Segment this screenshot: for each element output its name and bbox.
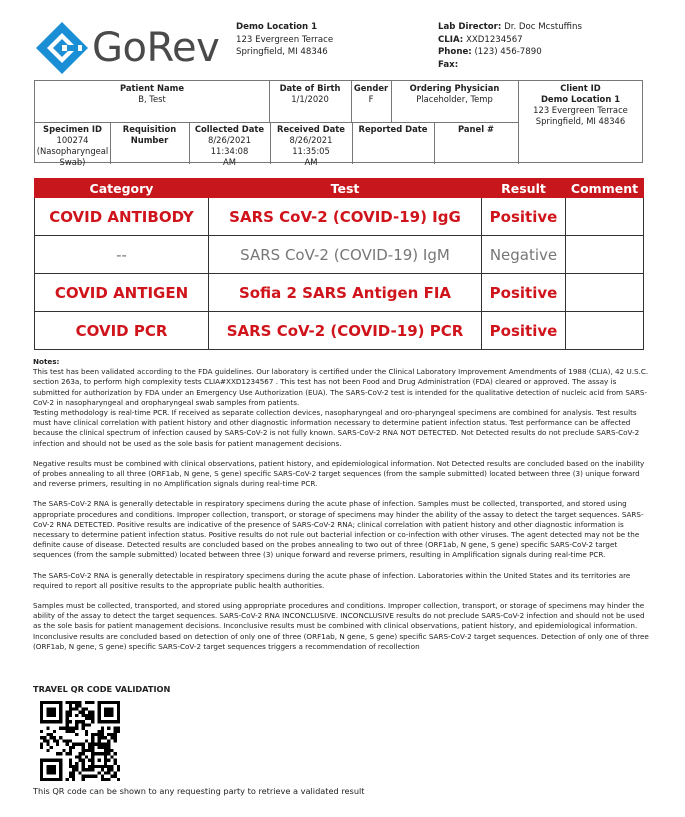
notes-paragraph: Samples must be collected, transported, and stored using appropriate procedures and conditions. Improper collection, transport, or storage of specimens may hinder the ability of the assay to detect the target sequences. SARS-CoV-2 RNA INCONCLUSIVE. INCONCLUSIVE results do not preclude SARS-CoV-2 infection and should not be used as the sole basis for patient management decisions. Inconclusive results must be combined with clinical observations, patient history, and epidemiological information. Inconclusive results are concluded based on detection of only one of three (ORF1ab, N gene, S gene) specific SARS-CoV-2 target sequences. Detection of only one of three (ORF1ab, N gene, S gene) specific SARS-CoV-2 target sequences triggers a recommendation of recollection xyxy=(33,601,649,651)
gorev-logo-mark xyxy=(34,20,90,76)
panel-cell: Panel # xyxy=(457,124,494,134)
result-cell: Positive xyxy=(482,198,566,236)
qr-code xyxy=(40,701,120,781)
table-row xyxy=(35,274,644,312)
received-date-cell: Received Date 8/26/2021 11:35:05 AM xyxy=(277,124,345,167)
specimen-id-cell: Specimen ID 100274 (Nasopharyngeal Swab) xyxy=(36,124,109,167)
results-header-row xyxy=(35,179,644,198)
report-header xyxy=(0,0,685,80)
test-cell: Sofia 2 SARS Antigen FIA xyxy=(209,274,482,312)
notes-paragraph: This test has been validated according to the FDA guidelines. Our laboratory is certified under the Clinical Laboratory Improvement Amendments of 1988 (CLIA), 42 U.S.C. section 263a, to perform high complexity tests CLIA#XXD1234567 . This test has not been Food and Drug Administration (FDA) cleared or approved. The assay is submitted for authorization by FDA under an Emergency Use Authorization (EUA). The SARS-CoV-2 test is intended for the qualitative detection of nucleic acid from SARS-CoV-2 in nasopharyngeal and oropharyngeal swab samples from patients. xyxy=(33,367,649,407)
comment-cell xyxy=(566,198,644,236)
col-category: Category xyxy=(35,179,209,198)
notes-paragraph: The SARS-CoV-2 RNA is generally detectable in respiratory specimens during the acute phase of infection. Samples must be collected, transported, and stored using appropriate procedures and conditions. Improper collection, transport, or storage of specimens may hinder the ability of the assay to detect the target sequences. SARS-CoV-2 RNA DETECTED. Positive results are indicative of the presence of SARS-CoV-2 RNA; clinical correlation with patient history and other diagnostic information is necessary to determine patient infection status. Positive results do not rule out bacterial infection or co-infection with other viruses. The agent detected may not be the definite cause of disease. Detected results are concluded based on the probes annealing to two out of three (ORF1ab, N gene, S gene) specific SARS-CoV-2 target sequences (from the sample submitted) located between three (3) unique forward and reverse primers, resulting in Amplification signals during real-time PCR. xyxy=(33,499,644,560)
table-row xyxy=(35,198,644,236)
notes-paragraph: Negative results must be combined with clinical observations, patient history, and epidemiological information. Not Detected results are concluded based on the inability of probes annealing to all three (ORF1ab, N gene, S gene) specific SARS-CoV-2 target sequences (from the sample submitted) located between three (3) unique forward and reverse primers, resulting in no Amplification signals during real-time PCR. xyxy=(33,458,645,489)
notes-title: Notes: xyxy=(33,357,60,366)
physician-cell: Ordering Physician Placeholder, Temp xyxy=(409,83,500,104)
patient-name-cell: Patient Name B, Test xyxy=(119,83,185,104)
category-cell: -- xyxy=(35,236,209,274)
category-cell: COVID ANTIBODY xyxy=(35,198,209,236)
requisition-cell: Requisition Number xyxy=(122,124,177,145)
comment-cell xyxy=(566,274,644,312)
gorev-logo xyxy=(34,20,219,78)
col-test: Test xyxy=(209,179,482,198)
category-cell: COVID ANTIGEN xyxy=(35,274,209,312)
qr-caption: This QR code can be shown to any requesting party to retrieve a validated result xyxy=(33,786,365,796)
col-result: Result xyxy=(482,179,566,198)
location-name: Demo Location 1 xyxy=(236,22,318,32)
comment-cell xyxy=(566,312,644,350)
logo-wordmark: GoRev xyxy=(92,25,220,71)
lab-director: Lab Director: Dr. Doc Mcstuffins xyxy=(438,22,582,32)
dob-cell: Date of Birth 1/1/2020 xyxy=(279,83,341,104)
result-cell: Negative xyxy=(482,236,566,274)
table-row xyxy=(35,312,644,350)
test-cell: SARS CoV-2 (COVID-19) IgG xyxy=(209,198,482,236)
notes-paragraph: Testing methodology is real-time PCR. If received as separate collection devices, nasopharyngeal and oro-pharyngeal specimens are combined for analysis. Test results must have clinical correlation with patient history and other diagnostic information necessary to determine patient infection status. Test performance can be affected because the clinical spectrum of infection caused by SARS-CoV-2 is not fully known. SARS-CoV-2 RNA NOT DETECTED. Not Detected results do not preclude SARS-CoV-2 infection and should not be used as the sole basis for patient management decisions. xyxy=(33,408,640,448)
comment-cell xyxy=(566,236,644,274)
lab-clia: CLIA: XXD1234567 xyxy=(438,34,523,45)
location-block xyxy=(236,21,333,59)
result-cell: Positive xyxy=(482,274,566,312)
result-cell: Positive xyxy=(482,312,566,350)
test-cell: SARS CoV-2 (COVID-19) PCR xyxy=(209,312,482,350)
location-street: 123 Evergreen Terrace xyxy=(236,34,334,45)
gender-cell: Gender F xyxy=(353,83,389,104)
notes-paragraph: The SARS-CoV-2 RNA is generally detectable in respiratory specimens during the acute phase of infection. Laboratories within the United States and its territories are required to report all positive results to the appropriate public health authorities. xyxy=(33,570,631,590)
lab-block xyxy=(438,21,582,71)
patient-info-box xyxy=(34,80,643,167)
collected-date-cell: Collected Date 8/26/2021 11:34:08 AM xyxy=(194,124,265,167)
qr-title: TRAVEL QR CODE VALIDATION xyxy=(33,684,171,694)
test-cell: SARS CoV-2 (COVID-19) IgM xyxy=(209,236,482,274)
reported-date-cell: Reported Date xyxy=(358,124,428,134)
col-comment: Comment xyxy=(566,179,644,198)
results-table xyxy=(34,178,644,350)
client-cell: Client ID Demo Location 1 123 Evergreen Terrace Springfield, MI 48346 xyxy=(533,83,628,126)
category-cell: COVID PCR xyxy=(35,312,209,350)
location-city: Springfield, MI 48346 xyxy=(236,47,328,57)
table-row xyxy=(35,236,644,274)
lab-fax: Fax: xyxy=(438,59,459,70)
notes-section xyxy=(33,357,653,652)
lab-phone: Phone: (123) 456-7890 xyxy=(438,47,542,57)
